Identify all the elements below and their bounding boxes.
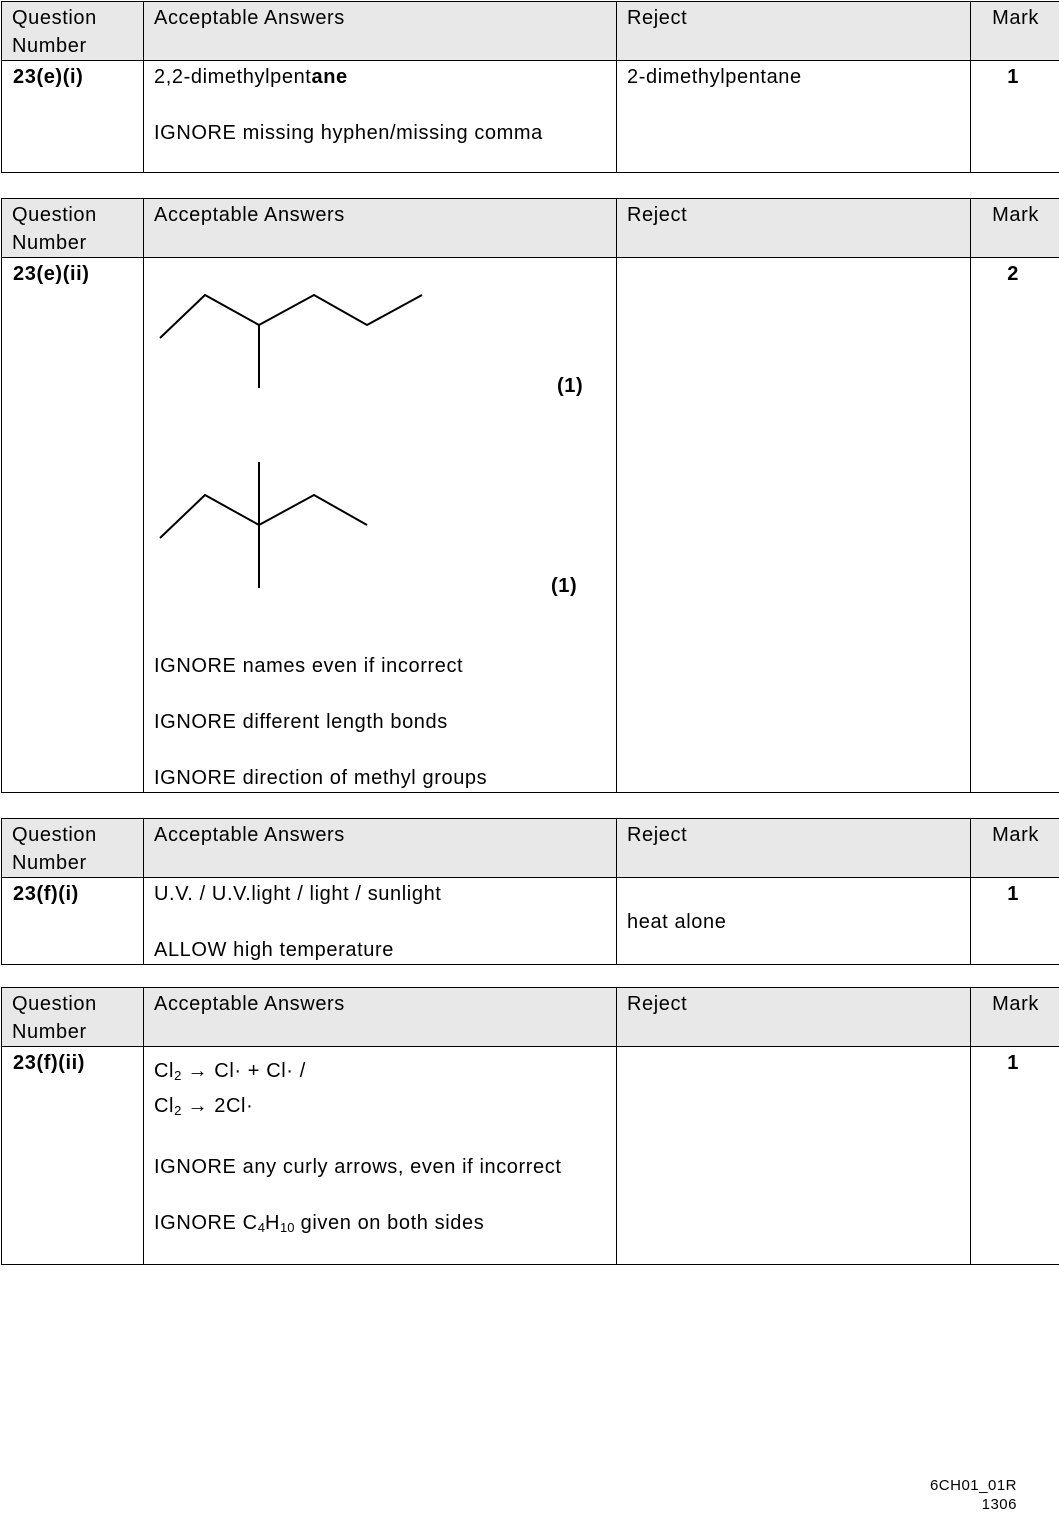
answer-name-prefix: 2,2-dimethylpent <box>154 66 311 88</box>
header-question-number: Question Number <box>2 2 144 61</box>
question-number: 23(f)(i) <box>2 878 144 965</box>
note-names: IGNORE names even if incorrect <box>154 652 606 680</box>
answer-text: U.V. / U.V.light / light / sunlight <box>154 880 606 908</box>
mark-cell: 2 <box>971 258 1059 793</box>
skeletal-formula-2-methylhexane-icon <box>154 260 606 652</box>
mark-cell: 1 <box>971 878 1059 965</box>
mark-scheme-table-23eii <box>1 198 1059 793</box>
reject-cell: 2-dimethylpentane <box>617 61 971 173</box>
reject-text: heat alone <box>627 908 960 936</box>
acceptable-answers-cell <box>144 61 617 173</box>
header-question-number: Question Number <box>2 199 144 258</box>
equation-2: $Cl_2 \to 2Cl\cdot$ <box>154 1092 606 1125</box>
sub-mark-2: (1) <box>551 572 577 600</box>
reject-cell <box>617 258 971 793</box>
question-number: 23(e)(ii) <box>2 258 144 793</box>
answer-note: IGNORE missing hyphen/missing comma <box>154 119 606 147</box>
acceptable-answers-cell <box>144 258 617 793</box>
question-number: 23(e)(i) <box>2 61 144 173</box>
answer-note: ALLOW high temperature <box>154 936 606 964</box>
answer-name-suffix: ane <box>311 66 347 88</box>
mark-cell: 1 <box>971 1047 1059 1265</box>
mark-scheme-table-23fii <box>1 987 1059 1265</box>
header-acceptable-answers: Acceptable Answers <box>144 2 617 61</box>
note-methyl-direction: IGNORE direction of methyl groups <box>154 764 606 792</box>
header-acceptable-answers: Acceptable Answers <box>144 988 617 1047</box>
sub-mark-1: (1) <box>557 372 583 400</box>
session-code: 1306 <box>930 1495 1017 1514</box>
header-question-number: Question Number <box>2 988 144 1047</box>
header-mark: Mark <box>971 2 1059 61</box>
note-curly-arrows: IGNORE any curly arrows, even if incorrect <box>154 1153 606 1181</box>
header-mark: Mark <box>971 199 1059 258</box>
header-acceptable-answers: Acceptable Answers <box>144 819 617 878</box>
acceptable-answers-cell <box>144 878 617 965</box>
mark-scheme-table-23fi <box>1 818 1059 965</box>
equation-1: $Cl_2 \to Cl\cdot + Cl\cdot$ / <box>154 1057 606 1090</box>
reject-cell <box>617 1047 971 1265</box>
header-mark: Mark <box>971 819 1059 878</box>
header-reject: Reject <box>617 199 971 258</box>
header-reject: Reject <box>617 2 971 61</box>
mark-cell: 1 <box>971 61 1059 173</box>
reject-cell <box>617 878 971 965</box>
structures-area <box>154 260 606 652</box>
paper-code: 6CH01_01R <box>930 1476 1017 1495</box>
skeletal-formula-3,3-dimethylpentane-icon <box>160 462 367 588</box>
note-bond-lengths: IGNORE different length bonds <box>154 708 606 736</box>
header-mark: Mark <box>971 988 1059 1047</box>
note-butane: IGNORE $C_4H_{10}$ given on both sides <box>154 1209 606 1242</box>
mark-scheme-table-23ei <box>1 1 1059 173</box>
question-number: 23(f)(ii) <box>2 1047 144 1265</box>
page-footer <box>930 1476 1017 1514</box>
header-reject: Reject <box>617 819 971 878</box>
answer-name <box>154 63 606 91</box>
header-reject: Reject <box>617 988 971 1047</box>
header-acceptable-answers: Acceptable Answers <box>144 199 617 258</box>
acceptable-answers-cell <box>144 1047 617 1265</box>
header-question-number: Question Number <box>2 819 144 878</box>
